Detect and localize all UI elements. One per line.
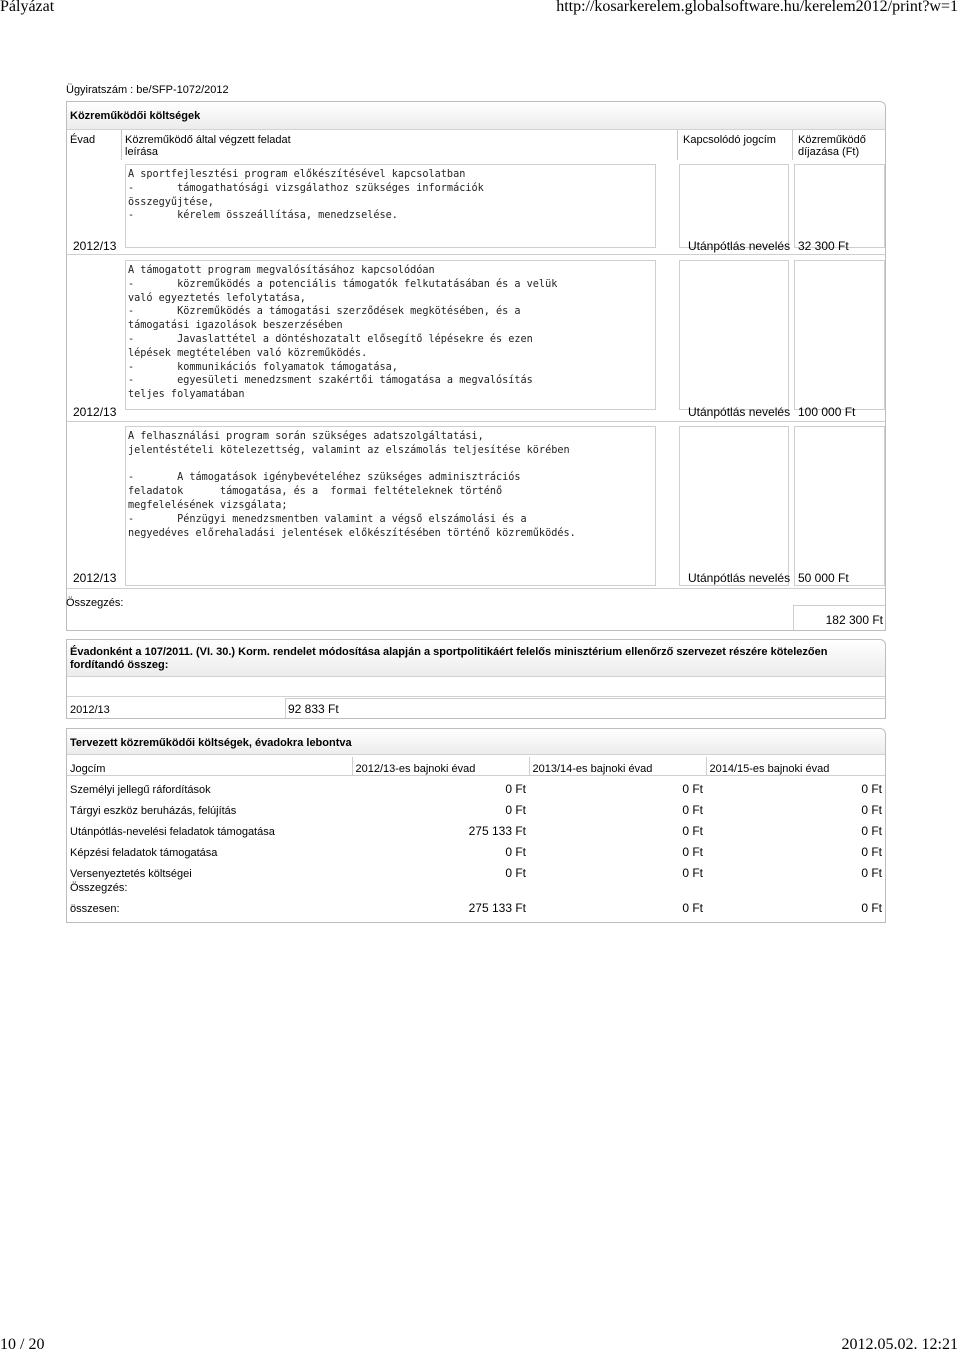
planned-costs-title: Tervezett közreműködői költségek, évadokra lebontva <box>67 729 885 755</box>
task-description: A sportfejlesztési program előkészítésével kapcsolatban - támogathatósági vizsgálathoz szükséges információk összegyűjtése, - kérelem összeállítása, menedzselése. <box>125 164 656 248</box>
total-row <box>67 894 885 915</box>
row-label: Személyi jellegű ráfordítások <box>70 784 211 796</box>
row-fee: 50 000 Ft <box>798 571 849 585</box>
row-reference: Utánpótlás nevelés <box>688 405 791 419</box>
value-season-3: 0 Ft <box>861 866 882 880</box>
costs-summary-total: 182 300 Ft <box>825 613 883 627</box>
row-label: Tárgyi eszköz beruházás, felújítás <box>70 805 237 817</box>
table-row <box>67 817 885 838</box>
row-divider <box>67 421 885 422</box>
contributor-costs-panel <box>66 101 886 631</box>
annual-amount-cell <box>285 698 885 718</box>
value-season-1: 0 Ft <box>505 803 526 817</box>
row-season: 2012/13 <box>73 405 117 419</box>
column-header-reference: Kapcsolódó jogcím <box>683 134 776 146</box>
column-header-season-2: 2013/14-es bajnoki évad <box>529 757 706 775</box>
row-label: Képzési feladatok támogatása <box>70 847 218 859</box>
value-season-3: 0 Ft <box>861 782 882 796</box>
column-header-season-1: 2012/13-es bajnoki évad <box>352 757 529 775</box>
row-reference: Utánpótlás nevelés <box>688 239 791 253</box>
annual-ministry-amount-title: Évadonként a 107/2011. (VI. 30.) Korm. rendelet módosítása alapján a sportpolitikáért felelős minisztérium ellenőrző szervezet részére kötelezően fordítandó összeg: <box>67 640 885 677</box>
row-label: Utánpótlás-nevelési feladatok támogatása <box>70 826 275 838</box>
print-footer-datetime: 2012.05.02. 12:21 <box>841 1336 958 1353</box>
costs-summary-cell <box>793 605 885 630</box>
total-season-1: 275 133 Ft <box>468 901 526 915</box>
summary-label: Összegzés: <box>70 882 128 894</box>
row-season: 2012/13 <box>73 239 117 253</box>
value-season-2: 0 Ft <box>682 866 703 880</box>
column-divider <box>121 130 122 160</box>
column-header-fee: Közreműködő díjazása (Ft) <box>798 134 866 158</box>
annual-amount: 92 833 Ft <box>288 702 339 716</box>
fee-cell <box>794 164 885 248</box>
case-number: Ügyiratszám : be/SFP-1072/2012 <box>66 84 229 96</box>
row-season: 2012/13 <box>73 571 117 585</box>
value-season-2: 0 Ft <box>682 824 703 838</box>
row-fee: 100 000 Ft <box>798 405 856 419</box>
reference-cell <box>679 260 789 410</box>
print-header-title: Pályázat <box>0 0 55 15</box>
row-label: Versenyeztetés költségei <box>70 868 192 880</box>
table-row <box>67 775 885 796</box>
column-header-season: Évad <box>70 134 96 146</box>
table-row <box>67 838 885 859</box>
reference-cell <box>679 426 789 586</box>
annual-blank-row <box>67 678 885 697</box>
value-season-3: 0 Ft <box>861 824 882 838</box>
table-header-row <box>67 757 885 775</box>
row-fee: 32 300 Ft <box>798 239 849 253</box>
value-season-2: 0 Ft <box>682 803 703 817</box>
value-season-3: 0 Ft <box>861 845 882 859</box>
row-divider <box>67 588 885 589</box>
value-season-2: 0 Ft <box>682 845 703 859</box>
fee-cell <box>794 426 885 586</box>
print-footer-page-number: 10 / 20 <box>0 1336 45 1353</box>
annual-season: 2012/13 <box>70 704 110 716</box>
total-label: összesen: <box>70 903 120 915</box>
contributor-costs-title: Közreműködői költségek <box>67 102 885 130</box>
annual-ministry-amount-panel <box>66 639 886 719</box>
costs-summary-label: Összegzés: <box>66 597 124 609</box>
column-divider <box>792 130 793 160</box>
summary-row <box>67 880 885 894</box>
column-header-season-3: 2014/15-es bajnoki évad <box>706 757 885 775</box>
value-season-1: 0 Ft <box>505 845 526 859</box>
row-reference: Utánpótlás nevelés <box>688 571 791 585</box>
value-season-1: 275 133 Ft <box>468 824 526 838</box>
value-season-2: 0 Ft <box>682 782 703 796</box>
table-row <box>67 859 885 880</box>
column-divider <box>677 130 678 160</box>
task-description: A felhasználási program során szükséges adatszolgáltatási, jelentéstételi kötelezettség, valamint az elszámolás teljesítése körében - A támogatások igénybevételéhez szükséges adminisztrációs feladatok támogatása, és a formai feltételeknek történő megfelelésének vizsgálata; - Pénzügyi menedzsmentben valamint a végső elszámolási és a negyedéves előrehaladási jelentések előkészítésében történő közreműködés. <box>125 426 656 586</box>
planned-costs-panel <box>66 728 886 923</box>
fee-cell <box>794 260 885 410</box>
column-header-reference: Jogcím <box>67 757 352 775</box>
row-divider <box>67 254 885 255</box>
value-season-1: 0 Ft <box>505 866 526 880</box>
task-description: A támogatott program megvalósításához kapcsolódóan - közreműködés a potenciális támogatók felkutatásában és a velük való egyeztetés lefolytatása, - Közreműködés a támogatási szerződések megkötésében, és a támogatási igazolások beszerzésében - Javaslattétel a döntéshozatalt elősegítő lépésekre és ezen lépések megtételében való közreműködés. - kommunikációs folyamatok támogatása, - egyesületi menedzsment szakértői támogatása a megvalósítás teljes folyamatában <box>125 260 656 410</box>
print-header-url: http://kosarkerelem.globalsoftware.hu/kerelem2012/print?w=1 <box>556 0 958 15</box>
total-season-3: 0 Ft <box>861 901 882 915</box>
reference-cell <box>679 164 789 248</box>
value-season-3: 0 Ft <box>861 803 882 817</box>
table-row <box>67 796 885 817</box>
value-season-1: 0 Ft <box>505 782 526 796</box>
column-header-task: Közreműködő által végzett feladat leírása <box>125 134 291 158</box>
total-season-2: 0 Ft <box>682 901 703 915</box>
planned-costs-table <box>67 757 885 915</box>
